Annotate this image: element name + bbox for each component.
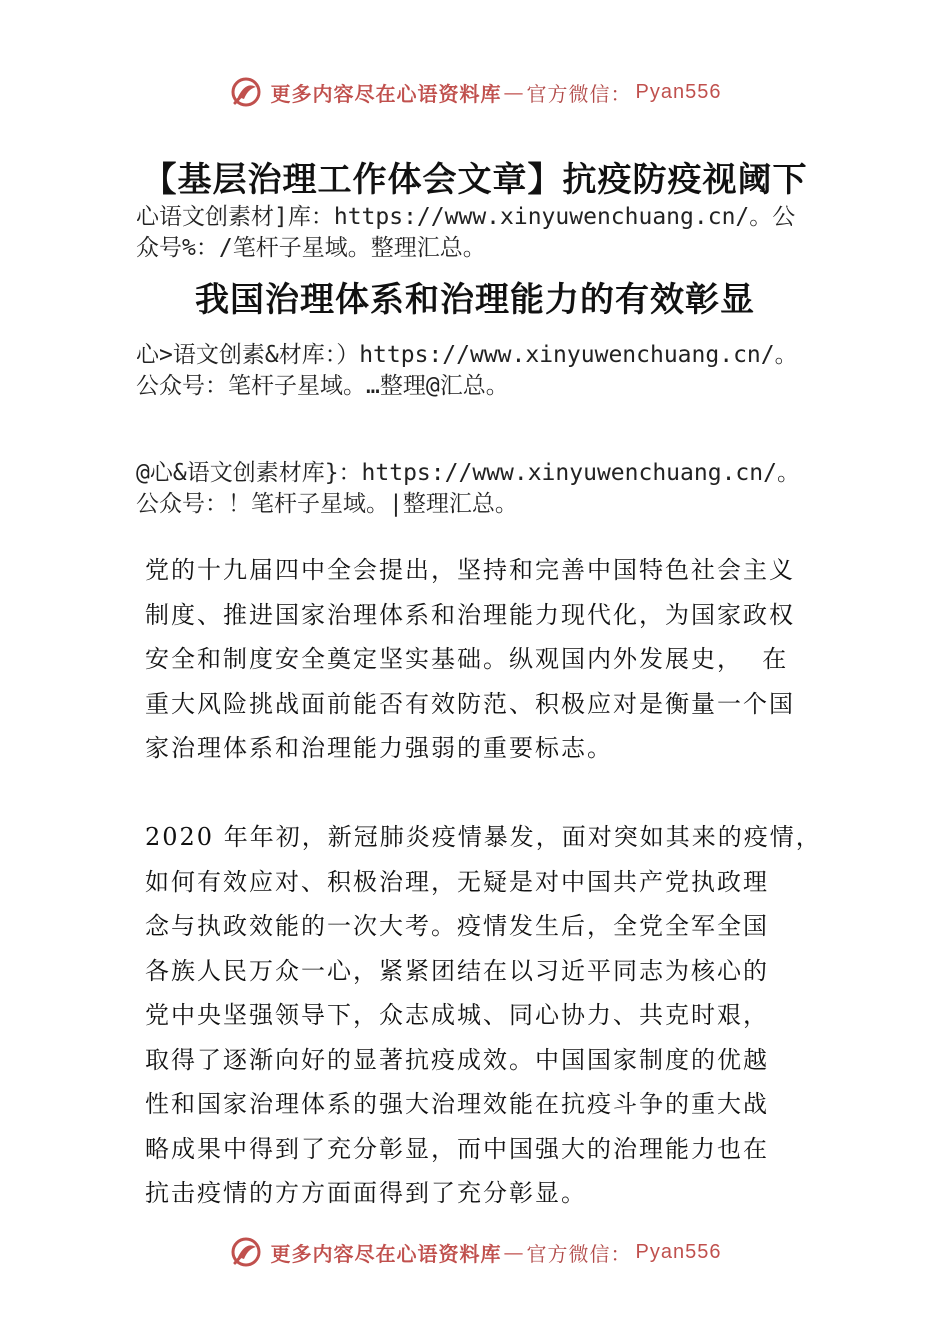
paragraph-line: 重大风险挑战面前能否有效防范、积极应对是衡量一个国 — [145, 689, 795, 718]
paragraph-line: 念与执政效能的一次大考。疫情发生后，全党全军全国 — [145, 912, 769, 940]
paragraph-line: 略成果中得到了充分彰显，而中国强大的治理能力也在 — [145, 1134, 769, 1163]
watermark-block — [136, 340, 836, 402]
watermark-block — [136, 458, 836, 520]
banner-wechat-id: Pyan556 — [635, 80, 722, 103]
paragraph-line: 党中央坚强领导下，众志成城、同心协力、共克时艰， — [145, 1001, 769, 1029]
banner-wechat-id: Pyan556 — [635, 1240, 722, 1263]
paragraph-line: 2020 年年初，新冠肺炎疫情暴发，面对突如其来的疫情， — [145, 823, 822, 851]
banner-text: 更多内容尽在心语资料库 — [270, 81, 502, 106]
watermark-line: 公众号：！笔杆子星域。|整理汇总。 — [136, 491, 518, 517]
banner-dash: — — [503, 80, 525, 104]
banner-dash: — — [503, 1240, 525, 1264]
brand-logo-icon — [229, 75, 263, 109]
banner-text: 更多内容尽在心语资料库 — [270, 1241, 502, 1266]
banner-wechat-label: 官方微信： — [526, 81, 632, 106]
body-paragraph-1 — [145, 548, 835, 771]
paragraph-line: 抗击疫情的方方面面得到了充分彰显。 — [145, 1179, 587, 1207]
paragraph-line: 如何有效应对、积极治理，无疑是对中国共产党执政理 — [145, 867, 769, 896]
brand-logo-icon — [229, 1235, 263, 1269]
paragraph-line: 性和国家治理体系的强大治理效能在抗疫斗争的重大战 — [145, 1090, 769, 1118]
paragraph-line: 取得了逐渐向好的显著抗疫成效。中国国家制度的优越 — [145, 1045, 769, 1074]
banner-wechat-label: 官方微信： — [526, 1241, 632, 1266]
paragraph-line: 安全和制度安全奠定坚实基础。纵观国内外发展史， 在 — [145, 645, 789, 673]
watermark-line: 公众号：笔杆子星域。…整理@汇总。 — [136, 373, 509, 399]
footer-banner — [0, 1232, 950, 1272]
watermark-line: 众号%：/笔杆子星域。整理汇总。 — [136, 235, 486, 261]
watermark-block — [136, 202, 836, 264]
watermark-line: 心语文创素材]库：https://www.xinyuwenchuang.cn/。公 — [136, 204, 796, 230]
paragraph-line: 家治理体系和治理能力强弱的重要标志。 — [145, 734, 613, 762]
header-banner — [0, 72, 950, 112]
paragraph-line: 制度、推进国家治理体系和治理能力现代化，为国家政权 — [145, 600, 795, 629]
paragraph-line: 党的十九届四中全会提出，坚持和完善中国特色社会主义 — [145, 556, 795, 584]
document-title-line1: 【基层治理工作体会文章】抗疫防疫视阈下 — [142, 160, 808, 200]
watermark-line: @心&语文创素材库}：https://www.xinyuwenchuang.cn/。 — [136, 460, 800, 486]
document-title-line2: 我国治理体系和治理能力的有效彰显 — [195, 280, 755, 320]
paragraph-line: 各族人民万众一心，紧紧团结在以习近平同志为核心的 — [145, 956, 769, 985]
watermark-line: 心>语文创素&材库：）https://www.xinyuwenchuang.cn/。 — [136, 342, 798, 368]
body-paragraph-2 — [145, 815, 835, 1216]
